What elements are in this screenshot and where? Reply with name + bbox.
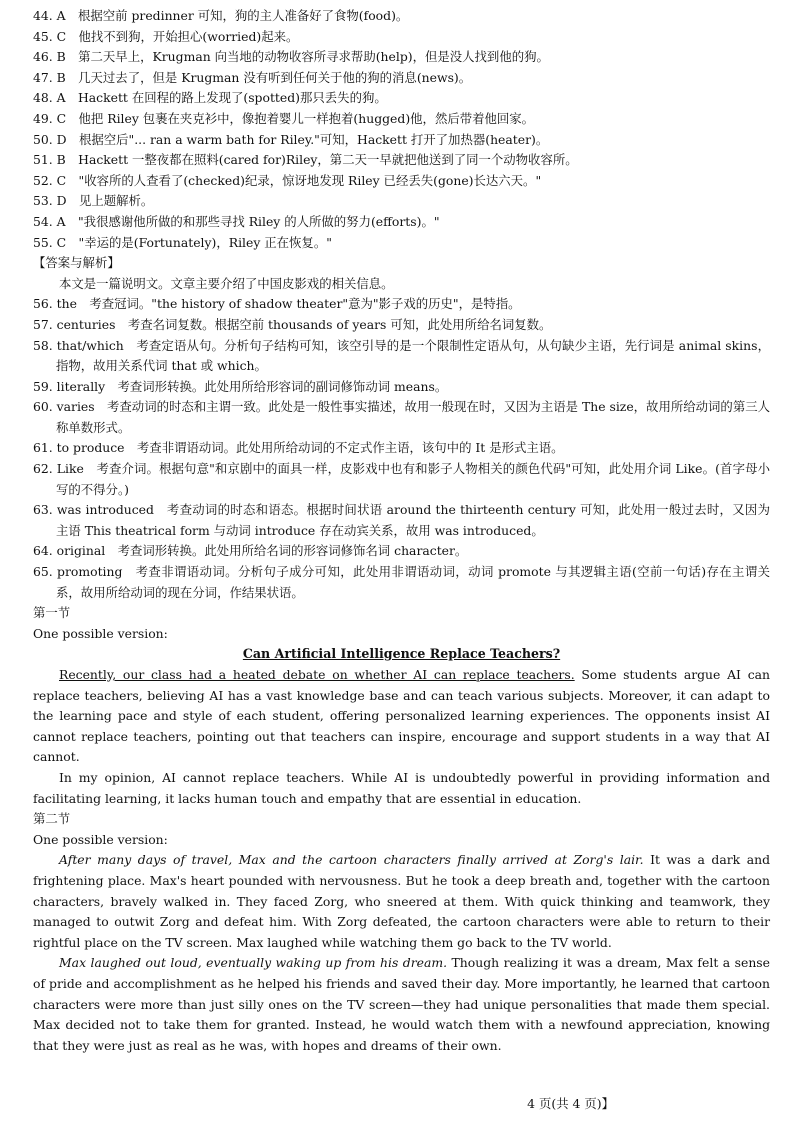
section-heading: 【答案与解析】 bbox=[33, 255, 120, 271]
topic-sentence: Recently, our class had a heated debate on whether AI can replace teachers. bbox=[59, 667, 575, 682]
answer-line: 53. D 见上题解析。 bbox=[33, 193, 154, 209]
answer-line: 60. varies 考查动词的时态和主谓一致。此处是一般性事实描述，故用一般现在时，又因为主语是 The size，故用所给动词的第三人称单数形式。 bbox=[33, 399, 770, 435]
answer-line: 45. C 他找不到狗，开始担心(worried)起来。 bbox=[33, 28, 299, 44]
answer-line: 61. to produce 考查非谓语动词。此处用所给动词的不定式作主语，该句中的 It 是形式主语。 bbox=[33, 440, 564, 456]
passage-intro: 本文是一篇说明文。文章主要介绍了中国皮影戏的相关信息。 bbox=[59, 275, 394, 291]
paragraph-text: It was a dark and frightening place. Max's heart pounded with nervousness. But he took a deep breath and, together with the cartoon characters, bravely walked in. They faced Zorg, who sneered at them. With quick thinking and teamwork, they managed to outwit Zorg and defeat him. With Zorg defeated, the cartoon characters were able to return to their rightful place on the TV screen. Max laughed while watching them go back to the TV world. bbox=[33, 852, 770, 950]
answer-line: 64. original 考查词形转换。此处用所给名词的形容词修饰名词 character。 bbox=[33, 543, 468, 559]
story-paragraph bbox=[33, 850, 770, 953]
story-paragraph bbox=[33, 953, 770, 1056]
answer-line: 54. A "我很感谢他所做的和那些寻找 Riley 的人所做的努力(efforts)。" bbox=[33, 213, 440, 229]
section-label-1: 第一节 bbox=[33, 605, 71, 621]
answer-line: 59. literally 考查词形转换。此处用所给形容词的副词修饰动词 means。 bbox=[33, 378, 448, 394]
answer-list-cloze bbox=[33, 6, 770, 253]
answer-line: 49. C 他把 Riley 包裹在夹克衫中，像抱着婴儿一样抱着(hugged)他，然后带着他回家。 bbox=[33, 110, 535, 126]
page-number: 4 页(共 4 页)】 bbox=[527, 1096, 614, 1111]
answer-line: 50. D 根据空后"... ran a warm bath for Riley."可知，Hackett 打开了加热器(heater)。 bbox=[33, 131, 549, 147]
essay-paragraph bbox=[33, 665, 770, 768]
paragraph-text: Though realizing it was a dream, Max felt a sense of pride and accomplishment as he helped his friends and saved their day. More importantly, he learned that cartoon characters were more than just silly ones on the TV screen—they had unique personalities that made them special. Max decided not to take them for granted. Instead, he would watch them with a newfound appreciation, knowing that they were just as real as he was, with hopes and dreams of their own. bbox=[33, 955, 770, 1053]
answer-line: 55. C "幸运的是(Fortunately)，Riley 正在恢复。" bbox=[33, 234, 332, 250]
answer-line: 63. was introduced 考查动词的时态和语态。根据时间状语 around the thirteenth century 可知，此处用一般过去时，又因为主语 This theatrical form 与动词 introduce 存在动宾关系，故用 was introduced。 bbox=[33, 502, 770, 538]
essay-paragraph: In my opinion, AI cannot replace teachers. While AI is undoubtedly powerful in providing information and facilitating learning, it lacks human touch and empathy that are essential in education. bbox=[33, 769, 770, 806]
given-opening-sentence: Max laughed out loud, eventually waking up from his dream. bbox=[59, 955, 448, 971]
answer-line: 56. the 考查冠词。"the history of shadow theater"意为"影子戏的历史"，是特指。 bbox=[33, 296, 521, 312]
answer-line: 51. B Hackett 一整夜都在照料(cared for)Riley，第二天一早就把他送到了同一个动物收容所。 bbox=[33, 152, 578, 168]
essay-title: Can Artificial Intelligence Replace Teachers? bbox=[242, 646, 561, 662]
answer-key-page bbox=[33, 6, 770, 1056]
possible-version-label: One possible version: bbox=[33, 831, 168, 847]
answer-line: 47. B 几天过去了，但是 Krugman 没有听到任何关于他的狗的消息(news)。 bbox=[33, 69, 472, 85]
answer-line: 48. A Hackett 在回程的路上发现了(spotted)那只丢失的狗。 bbox=[33, 90, 387, 106]
answer-line: 58. that/which 考查定语从句。分析句子结构可知，该空引导的是一个限制性定语从句，从句缺少主语，先行词是 animal skins，指物，故用关系代词 that 或 which。 bbox=[33, 337, 770, 374]
possible-version-label: One possible version: bbox=[33, 625, 168, 641]
answer-line: 65. promoting 考查非谓语动词。分析句子成分可知，此处用非谓语动词，动词 promote 与其逻辑主语(空前一句话)存在主谓关系，故用所给动词的现在分词，作结果状语。 bbox=[33, 564, 770, 600]
answer-line: 44. A 根据空前 predinner 可知，狗的主人准备好了食物(food)。 bbox=[33, 8, 409, 23]
paragraph-text: Some students argue AI can replace teachers, believing AI has a vast knowledge base and can teach various subjects. Moreover, it can adapt to the learning pace and style of each student, offering personalized learning experiences. The opponents insist AI cannot replace teachers, pointing out that teachers can inspire, encourage and support students in a way that AI cannot. bbox=[33, 667, 771, 765]
given-opening-sentence: After many days of travel, Max and the cartoon characters finally arrived at Zorg's lair. bbox=[59, 852, 644, 868]
answer-list-grammar bbox=[33, 294, 770, 603]
answer-line: 57. centuries 考查名词复数。根据空前 thousands of years 可知，此处用所给名词复数。 bbox=[33, 316, 552, 332]
answer-line: 62. Like 考查介词。根据句意"和京剧中的面具一样，皮影戏中也有和影子人物相关的颜色代码"可知，此处用介词 Like。(首字母小写的不得分。) bbox=[33, 461, 770, 497]
answer-line: 52. C "收容所的人查看了(checked)纪录，惊讶地发现 Riley 已经丢失(gone)长达六天。" bbox=[33, 172, 542, 188]
section-label-2: 第二节 bbox=[33, 811, 71, 827]
answer-line: 46. B 第二天早上，Krugman 向当地的动物收容所寻求帮助(help)，但是没人找到他的狗。 bbox=[33, 49, 549, 65]
